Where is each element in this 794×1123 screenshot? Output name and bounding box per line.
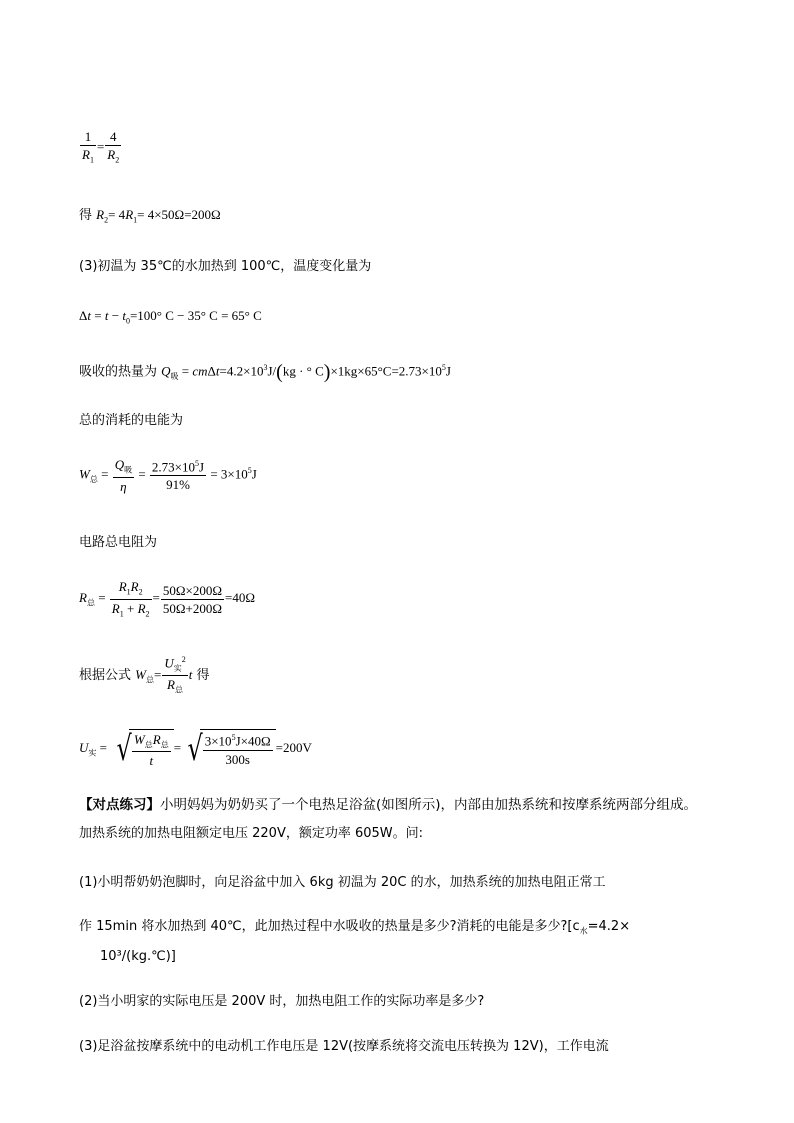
sqrt-symbol: √ $\frac{W_总R_总}{t}$ [110,729,173,769]
question-1-line3: 10³/(kg.℃)] [100,949,176,964]
equation-resistance-ratio: $\frac{1}{R_1}$ = $\frac{4}{R_2}$ [82,129,120,165]
equation-power-formula: 根据公式 $W_总=$ $\frac{U_实^2}{R_总}$ t 得 [79,655,210,695]
practice-paragraph-line1: 【对点练习】小明妈妈为奶奶买了一个电热足浴盆(如图所示)，内部由加热系统和按摩系统两部分组成。 [79,797,698,813]
question-1-line2: 作 15min 将水加热到 40℃，此加热过程中水吸收的热量是多少?消耗的电能是多少$?[c_水=4.2\times$ [79,919,631,936]
question-3: (3)足浴盆按摩系统中的电动机工作电压是 12V(按摩系统将交流电压转换为 12V)，工作电流 [79,1039,609,1054]
question-2: (2)当小明家的实际电压是 200V 时，加热电阻工作的实际功率是多少? [79,994,485,1009]
practice-tag: 【对点练习】 [79,797,160,813]
text-temperature-change: (3)初温为 35℃的水加热到 100℃，温度变化量为 [79,259,372,274]
equation-r2-result: 得 $R_2= 4R_1= 4\times 50\Omega=200\Omega$ [79,207,221,225]
equation-total-energy: $W_总$ = $\frac{Q_吸}{\eta}$ = $\frac{2.73\times 10^5J}{91\%}$ = $3\times 10^5J$ [79,457,257,494]
equation-heat-absorbed: 吸收的热量为 $Q_吸 = cm\Delta t=4.2\times 10^3J/(kg$ · ° $C)\times 1kg\times 65^\circ C=2.73\times 10^5J$ [79,361,451,383]
question-1-line1: (1)小明帮奶奶泡脚时，向足浴盆中加入 6kg 初温为 20C 的水，加热系统的加热电阻正常工 [79,875,606,890]
equation-actual-voltage: $U_实$ = √ $\frac{W_总R_总}{t}$ = √ $\frac{3\times 10^5J\times 40\Omega}{300s}$ =200V [79,729,312,769]
practice-paragraph-line2: 加热系统的加热电阻额定电压 220V，额定功率 605W。问: [79,826,424,841]
fraction-4-over-r2: $\frac{4}{R_2}$ [107,129,120,165]
equation-delta-t: $\Delta t = t - t_0=100^\circ$ C − 35° C = 65° C [79,308,262,326]
text-total-energy: 总的消耗的电能为 [79,413,184,428]
fraction-1-over-r1: $\frac{1}{R_1}$ [82,129,94,165]
equation-total-resistance: $R_总$ = $\frac{R_1R_2}{R_1 + R_2}$ = $\frac{50\Omega\times 200\Omega}{50\Omega+200\Omega}$ =40Ω [79,579,256,619]
text-total-resistance: 电路总电阻为 [79,535,158,550]
